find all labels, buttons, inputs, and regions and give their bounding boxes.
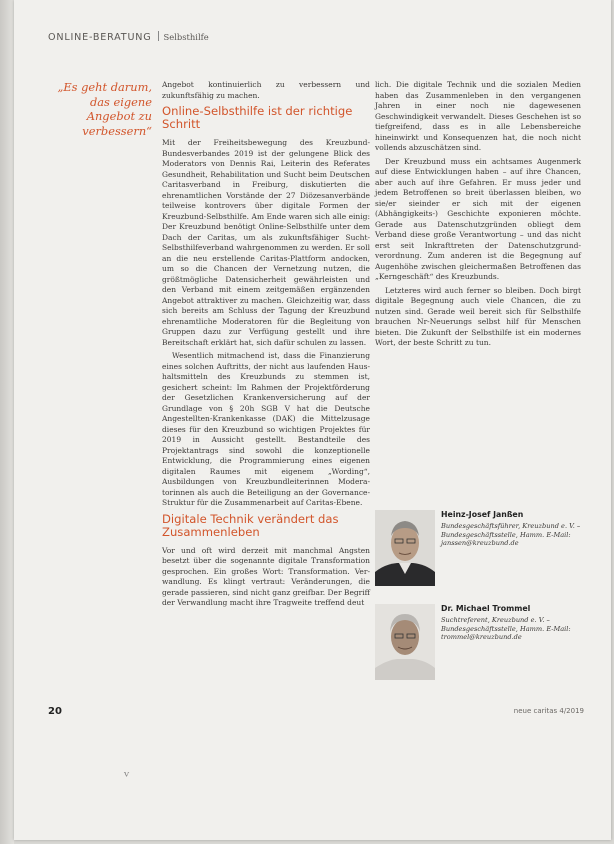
author-role: Suchtreferent, Kreuzbund e. V. – Bundesgeschäftsstelle, Hamm. E-Mail: trommel@kreuzbund.de (441, 616, 571, 642)
publication-issue: neue caritas 4/2019 (513, 707, 584, 715)
author-name: Dr. Michael Trommel (441, 604, 531, 613)
subsection-label: Selbsthilfe (163, 32, 209, 42)
body-paragraph: Letzteres wird auch ferner so bleiben. Doch birgt digitale Begegnung auch viele Chancen, die zu nutzen sind. Gerade weil bereit sich für Selbsthilfe brauchen Nr-Neuerungs selbst hilf für Menschen bieten. Die Zukunft der Selbsthilfe ist ein modernes Wort, der beste Schritt zu tun. (375, 285, 581, 347)
subheading-digitale-technik: Digitale Technik verändert das Zusammenleben (162, 511, 339, 539)
body-paragraph: Wesentlich mitmachend ist, dass die Finanzierung eines solchen Auftritts, der nicht aus laufenden Haushaltsmitteln des Kreuzbunds zu stemmen ist, gesichert scheint: Im Rahmen der Projektförderung der Gesetzlichen Krankenversicherung auf der Grundlage von § 20h SGB V hat die Deutsche Angestellten-Krankenkasse (DAK) die Mittelzusage dieses für den Kreuzbund so wichtigen Projektes für 2019 in Aussicht gestellt. Bestandteile des Projektantrags sind sowohl die konzeptionelle Entwicklung, die Programmierung eines eigenen digitalen Raumes mit eigenem „Wording“, Ausbildungen von Kreuzbundleiterinnen Moderatorinnen als auch die Beteiligung an der Governance-Struktur für die Zusammenarbeit auf Caritas-Ebene. (162, 351, 370, 507)
intro-paragraph: Angebot kontinuierlich zu verbessern und zukunftsfähig zu machen. (162, 80, 370, 100)
author-photo (375, 604, 435, 680)
header-divider (158, 31, 159, 41)
author-name: Heinz-Josef Janßen (441, 510, 524, 519)
article-column-2 (375, 80, 581, 352)
portrait-graphic (375, 510, 435, 586)
article-column-1 (162, 80, 370, 612)
scan-artifact: ⱽ (124, 770, 130, 783)
subheading-online-selbsthilfe: Online-Selbsthilfe ist der richtige Schritt (162, 104, 353, 131)
portrait-graphic (375, 604, 435, 680)
body-paragraph: Mit der Freiheitsbewegung des Kreuzbund-Bundesverbandes 2019 ist der gelungene Blick des Moderators von Dennis Rai, Leiterin des Referates Gesundheit, Rehabilitation und Sucht beim Deutschen Caritasverband in Freiburg, diskutierten die ehrenamtlichen Vorstände der 27 Diözesanverbände teilweise kontrovers über digitale Formen der Kreuzbund-Selbsthilfe. Am Ende waren sich alle einig: Der Kreuzbund benötigt Online-Selbsthilfe unter dem Dach der Caritas, um als zukunftsfähiger Sucht-Selbsthilfeverband wahrgenommen zu werden. Er soll an die neu erstellende Caritas-Plattform andocken, um so die Chancen der Vernetzung nutzen, die größtmögliche Datensicherheit gewährleisten und den Verband mit einem zeitgemäßen ergänzenden Angebot attraktiver zu machen. Gleichzeitig war, dass sich bereits am Schluss der Tagung der Kreuzbund ehrenamtliche Moderatoren für die Begleitung von Gruppen dazu zur Verfügung gestellt und ihre Bereitschaft erklärt hat, sich dafür schulen zu lassen. (162, 138, 370, 347)
body-paragraph: Vor und oft wird derzeit mit manchmal Angsten besetzt über die sogenannte digitale Transformation gesprochen. Ein großes Wort: Transformation. Verwandlung. Es klingt vertraut: Veränderungen, die gerade passieren, sind nicht ganz greifbar. Der Begriff der Verwandlung macht ihre Tragweite treffend deut (162, 545, 370, 607)
author-photo (375, 510, 435, 586)
running-header (48, 31, 209, 43)
body-paragraph: Der Kreuzbund muss ein achtsames Augenmerk auf diese Entwicklungen haben – auf ihre Chancen, aber auch auf ihre Gefahren. Er muss jeder und jedem Betroffenen so breit überlassen bleiben, wo sie/er sieinder er sich mit der eigenen (Abhängigkeits-) Geschichte exponieren möchte. Gerade aus Datenschutzgründen obliegt dem Verband diese große Verantwortung – und das nicht erst seit Inkrafttreten der Datenschutzgrundverordnung. Zum anderen ist die Begegnung auf Augenhöhe zwischen gleichermaßen Betroffenen das „Kerngeschäft“ des Kreuzbunds. (375, 156, 581, 281)
section-label: ONLINE-BERATUNG (48, 32, 152, 43)
body-paragraph: lich. Die digitale Technik und die sozialen Medien haben das Zusammenleben in den vergangenen Jahren in einer noch nie dagewesenen Geschwindigkeit verwandelt. Dieses Geschehen ist so tiefgreifend, dass es in alle Lebensbereiche hineinwirkt und Konsequenzen hat, die noch nicht vollends abzuschätzen sind. (375, 80, 581, 152)
page-number: 20 (48, 706, 62, 717)
author-role: Bundesgeschäftsführer, Kreuzbund e. V. – Bundesgeschäftsstelle, Hamm. E-Mail: janssen@kreuzbund.de (441, 522, 581, 548)
scan-edge (0, 0, 14, 844)
pull-quote: „Es geht darum, das eigene Angebot zu verbessern“ (57, 80, 152, 138)
